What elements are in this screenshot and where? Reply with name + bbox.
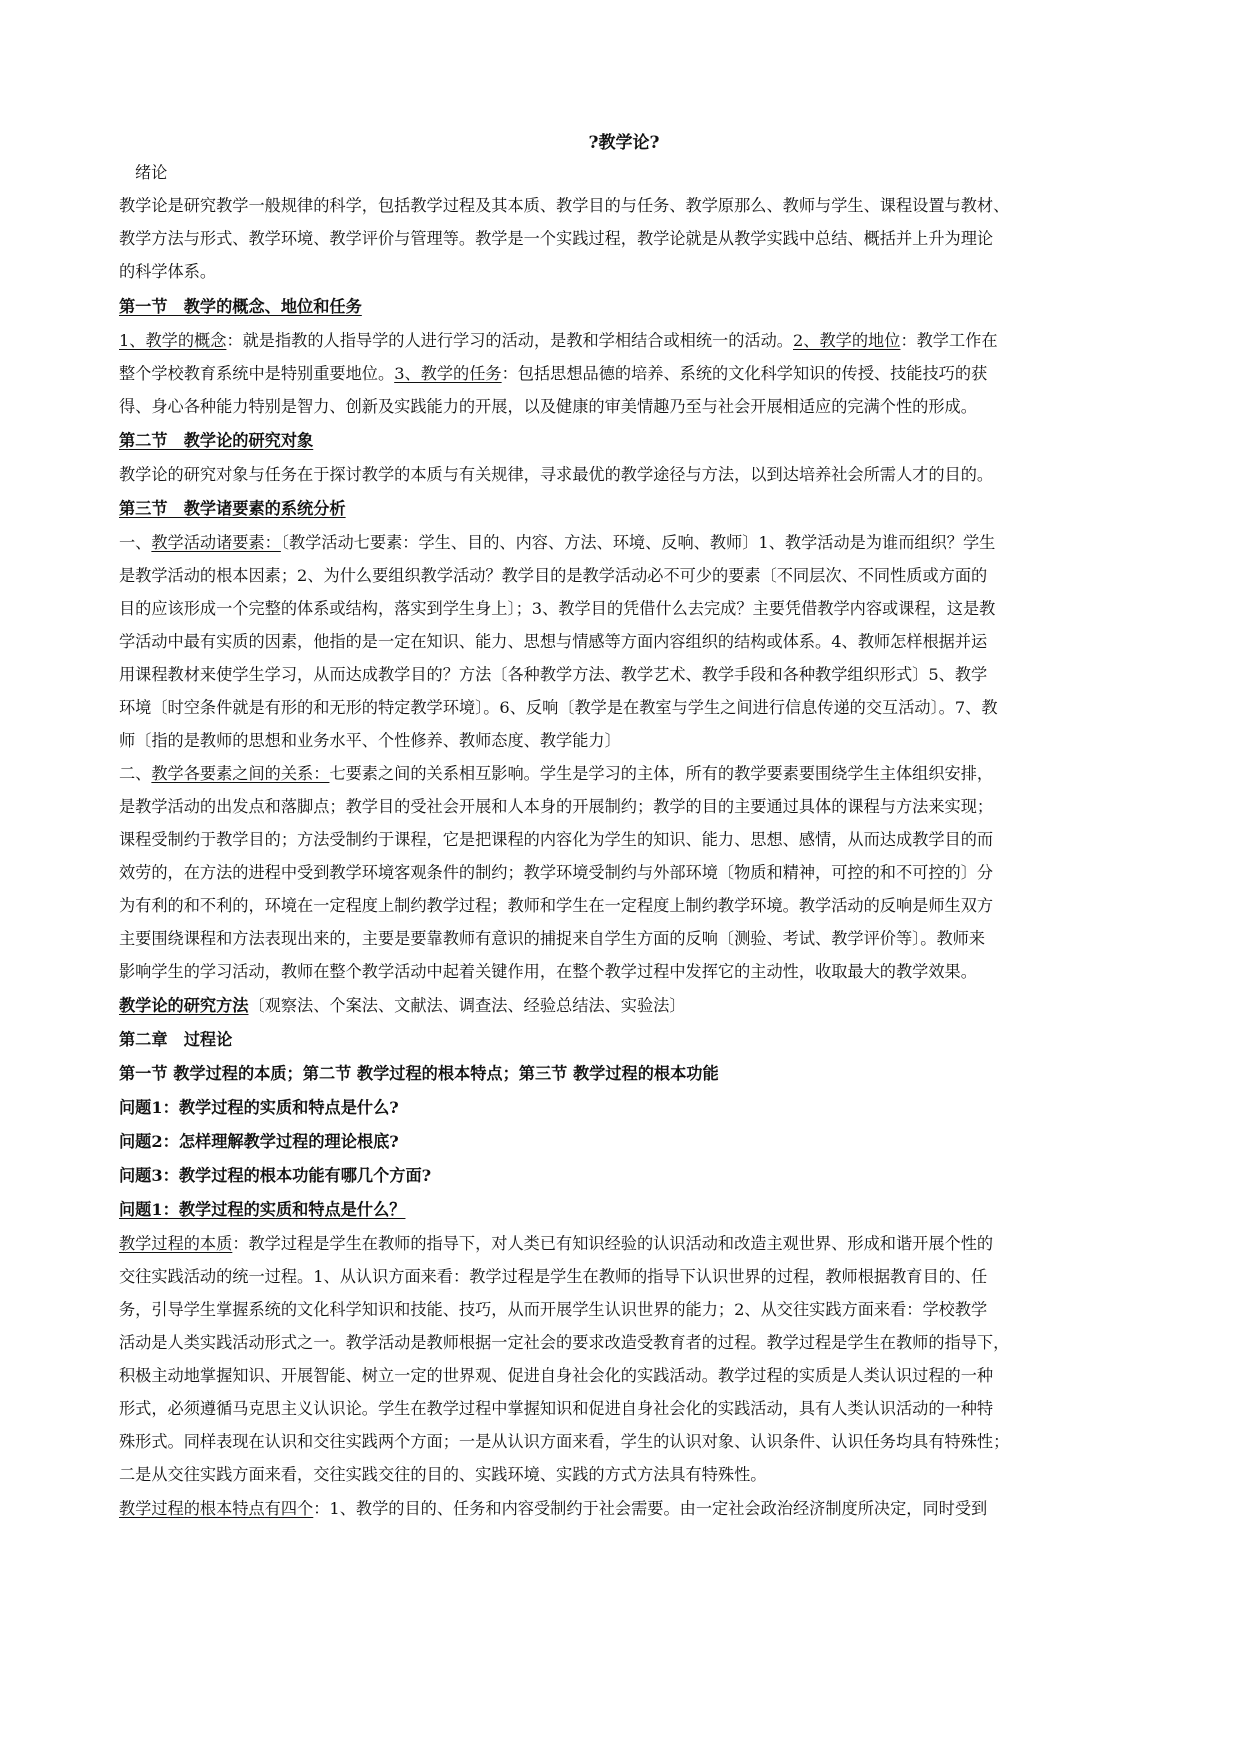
section3a-line: 环境〔时空条件就是有形的和无形的特定教学环境〕。6、反响〔教学是在教室与学生之间进行信息传递的交互活动〕。7、教 bbox=[119, 698, 998, 717]
term-features: 教学过程的根本特点有四个 bbox=[119, 1499, 314, 1518]
section3b-line: 效劳的，在方法的进程中受到教学环境客观条件的制约；教学环境受制约与外部环境〔物质和精神，可控的和不可控的〕分 bbox=[119, 863, 994, 882]
section3a-line: 目的应该形成一个完整的体系或结构，落实到学生身上〕；3、教学目的凭借什么去完成？主要凭借教学内容或课程，这是教 bbox=[119, 599, 996, 618]
section3b-line: 是教学活动的出发点和落脚点；教学目的受社会开展和人本身的开展制约；教学的目的主要通过具体的课程与方法来实现； bbox=[119, 797, 994, 816]
section3b-line: 主要围绕课程和方法表现出来的，主要是要靠教师有意识的捕捉来自学生方面的反响〔测验、考试、教学评价等〕。教师来 bbox=[119, 929, 986, 948]
section3a-line: 师〔指的是教师的思想和业务水平、个性修养、教师态度、教学能力〕 bbox=[119, 731, 621, 750]
term-relations: 教学各要素之间的关系： bbox=[151, 764, 330, 783]
term-teaching-status: 2、教学的地位 bbox=[793, 331, 901, 350]
text-span: 一、 bbox=[119, 533, 152, 552]
term-elements: 教学活动诸要素： bbox=[151, 533, 281, 552]
section2-line: 教学论的研究对象与任务在于探讨教学的本质与有关规律，寻求最优的教学途径与方法，以到达培养社会所需人才的目的。 bbox=[119, 465, 994, 484]
term-essence: 教学过程的本质 bbox=[119, 1234, 233, 1253]
essence-line bbox=[119, 1234, 1129, 1254]
text-span: 〔观察法、个案法、文献法、调查法、经验总结法、实验法〕 bbox=[248, 996, 686, 1015]
term-research-methods: 教学论的研究方法 bbox=[119, 996, 249, 1015]
text-span: 整个学校教育系统中是特别重要地位。 bbox=[119, 364, 395, 383]
section3a-line: 用课程教材来使学生学习，从而达成教学目的？方法〔各种教学方法、教学艺术、教学手段和各种教学组织形式〕5、教学 bbox=[119, 665, 988, 684]
text-span: 七要素之间的关系相互影响。学生是学习的主体，所有的教学要素要围绕学生主体组织安排， bbox=[329, 764, 994, 783]
term-teaching-concept: 1、教学的概念 bbox=[119, 331, 227, 350]
section3a-line bbox=[119, 533, 1129, 553]
chapter-heading: 第二章 过程论 bbox=[119, 1030, 233, 1049]
essence-line: 积极主动地掌握知识、开展智能、树立一定的世界观、促进自身社会化的实践活动。教学过程的实质是人类认识过程的一种 bbox=[119, 1366, 994, 1385]
essence-line: 活动是人类实践活动形式之一。教学活动是教师根据一定社会的要求改造受教育者的过程。教学过程是学生在教师的指导下， bbox=[119, 1333, 1010, 1352]
document-title: ?教学论? bbox=[588, 133, 660, 153]
section3b-line bbox=[119, 764, 1129, 784]
section-heading: 第一节 教学的概念、地位和任务 bbox=[119, 297, 362, 316]
essence-line: 交往实践活动的统一过程。1、从认识方面来看：教学过程是学生在教师的指导下认识世界的过程，教师根据教育目的、任 bbox=[119, 1267, 988, 1286]
section-heading: 第二节 教学论的研究对象 bbox=[119, 431, 314, 450]
section3a-line: 学活动中最有实质的因素，他指的是一定在知识、能力、思想与情感等方面内容组织的结构或体系。4、教师怎样根据并运 bbox=[119, 632, 988, 651]
question-item: 问题3：教学过程的根本功能有哪几个方面? bbox=[119, 1166, 432, 1185]
section3a-line: 是教学活动的根本因素；2、为什么要组织教学活动？教学目的是教学活动必不可少的要素〔不同层次、不同性质或方面的 bbox=[119, 566, 988, 585]
section3b-line: 课程受制约于教学目的；方法受制约于课程，它是把课程的内容化为学生的知识、能力、思想、感情，从而达成教学目的而 bbox=[119, 830, 994, 849]
intro-paragraph-line: 教学方法与形式、教学环境、教学评价与管理等。教学是一个实践过程，教学论就是从教学实践中总结、概括并上升为理论 bbox=[119, 229, 994, 248]
text-span: ：教学过程是学生在教师的指导下，对人类已有知识经验的认识活动和改造主观世界、形成和谐开展个性的 bbox=[232, 1234, 994, 1253]
question-item: 问题1：教学过程的实质和特点是什么? bbox=[119, 1098, 399, 1117]
methods-line bbox=[119, 996, 1129, 1016]
section3b-line: 为有利的和不利的，环境在一定程度上制约教学过程；教师和学生在一定程度上制约教学环境。教学活动的反响是师生双方 bbox=[119, 896, 994, 915]
term-teaching-task: 3、教学的任务 bbox=[394, 364, 502, 383]
text-span: ：1、教学的目的、任务和内容受制约于社会需要。由一定社会政治经济制度所决定，同时受到 bbox=[313, 1499, 988, 1518]
text-span: 二、 bbox=[119, 764, 152, 783]
intro-paragraph-line: 教学论是研究教学一般规律的科学，包括教学过程及其本质、教学目的与任务、教学原那么、教师与学生、课程设置与教材、 bbox=[119, 196, 1010, 215]
section1-line bbox=[119, 364, 1129, 384]
intro-paragraph-line: 的科学体系。 bbox=[119, 262, 217, 281]
section-heading: 第三节 教学诸要素的系统分析 bbox=[119, 499, 346, 518]
question-item: 问题2：怎样理解教学过程的理论根底? bbox=[119, 1132, 399, 1151]
essence-line: 二是从交往实践方面来看，交往实践交往的目的、实践环境、实践的方式方法具有特殊性。 bbox=[119, 1465, 767, 1484]
section1-line: 得、身心各种能力特别是智力、创新及实践能力的开展，以及健康的审美情趣乃至与社会开展相适应的完满个性的形成。 bbox=[119, 397, 977, 416]
intro-heading: 绪论 bbox=[135, 163, 168, 182]
essence-line: 殊形式。同样表现在认识和交往实践两个方面；一是从认识方面来看，学生的认识对象、认识条件、认识任务均具有特殊性； bbox=[119, 1432, 1010, 1451]
essence-line: 务，引导学生掌握系统的文化科学知识和技能、技巧，从而开展学生认识世界的能力；2、从交往实践方面来看：学校教学 bbox=[119, 1300, 988, 1319]
section3b-line: 影响学生的学习活动，教师在整个教学活动中起着关键作用，在整个教学过程中发挥它的主动性，收取最大的教学效果。 bbox=[119, 962, 977, 981]
text-span: 〔教学活动七要素：学生、目的、内容、方法、环境、反响、教师〕1、教学活动是为谁而组织？学生 bbox=[280, 533, 996, 552]
text-span: ：就是指教的人指导学的人进行学习的活动，是教和学相结合或相统一的活动。 bbox=[226, 331, 793, 350]
essence-line: 形式，必须遵循马克思主义认识论。学生在教学过程中掌握知识和促进自身社会化的实践活动，具有人类认识活动的一种特 bbox=[119, 1399, 994, 1418]
features-line bbox=[119, 1499, 1129, 1519]
chapter-sections: 第一节 教学过程的本质；第二节 教学过程的根本特点；第三节 教学过程的根本功能 bbox=[119, 1064, 719, 1083]
question-heading: 问题1：教学过程的实质和特点是什么？ bbox=[119, 1200, 406, 1219]
text-span: ：教学工作在 bbox=[900, 331, 998, 350]
section1-line bbox=[119, 331, 1129, 351]
text-span: ：包括思想品德的培养、系统的文化科学知识的传授、技能技巧的获 bbox=[501, 364, 988, 383]
